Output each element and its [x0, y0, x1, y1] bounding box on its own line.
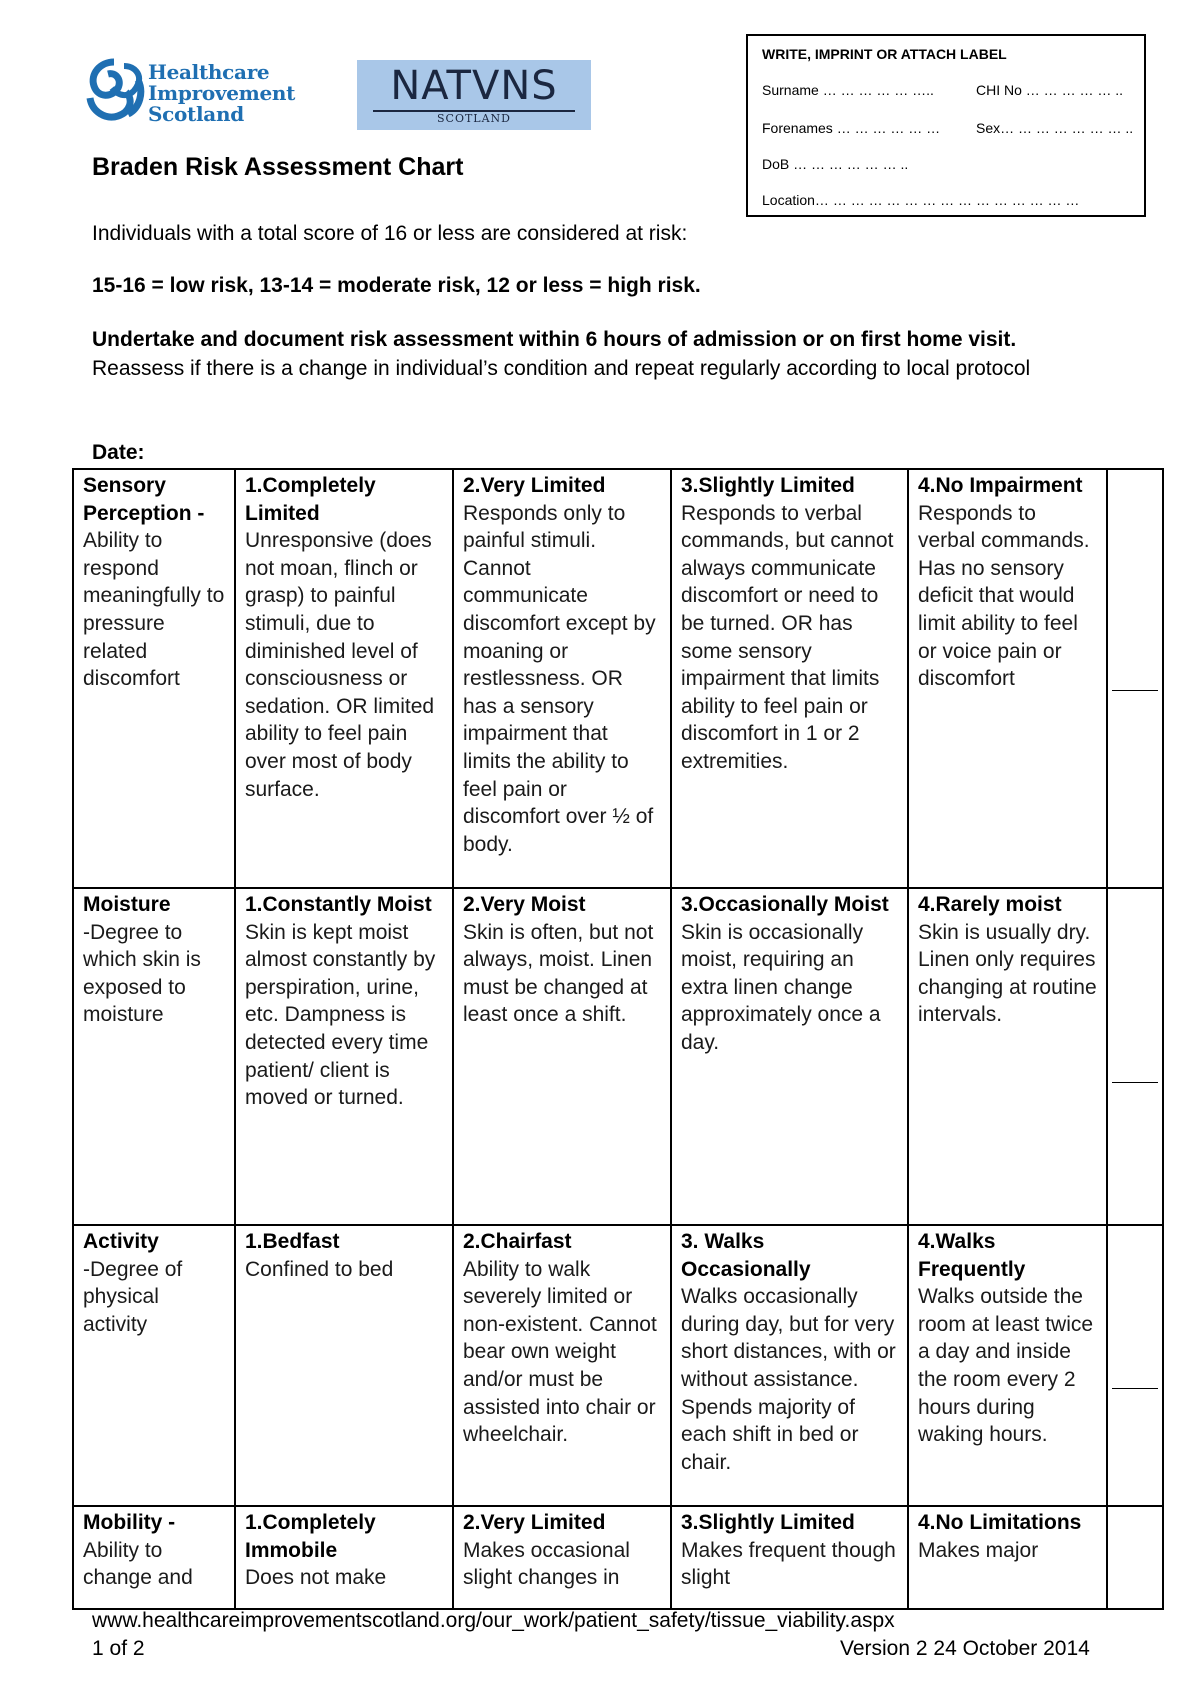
option-cell[interactable] [235, 888, 453, 1225]
score-blank-line [1112, 1388, 1158, 1389]
option-title: 1.Completely Limited [245, 474, 376, 525]
score-input-cell[interactable] [1107, 1225, 1163, 1506]
natvns-logo [357, 60, 591, 130]
option-text: Skin is usually dry. Linen only requires changing at routine intervals. [918, 920, 1097, 1027]
date-label: Date: [92, 441, 145, 464]
table-row [73, 469, 1163, 888]
surname-field[interactable]: Surname … … … … … ….. [762, 82, 934, 98]
natvns-logo-title: NATVNS [390, 63, 558, 109]
option-cell[interactable] [908, 1506, 1107, 1609]
option-title: 3. Walks Occasionally [681, 1230, 811, 1281]
option-title: 2.Very Limited [463, 474, 606, 497]
table-row [73, 1506, 1163, 1609]
braden-scale-table [72, 468, 1164, 1610]
score-input-cell[interactable] [1107, 469, 1163, 888]
healthcare-improvement-scotland-logo [82, 58, 302, 128]
score-input-cell[interactable] [1107, 888, 1163, 1225]
assessment-instruction-bold: Undertake and document risk assessment within 6 hours of admission or on first home visit. [92, 328, 1017, 351]
option-title: 3.Slightly Limited [681, 1511, 855, 1534]
option-text: Responds to verbal commands, but cannot always communicate discomfort or need to be turned. OR has some sensory impairment that limits ability to feel pain or discomfort in 1 or 2 extremities. [681, 501, 894, 773]
category-cell [73, 469, 235, 888]
chi-number-field[interactable]: CHI No … … … … … .. [976, 82, 1124, 98]
category-name: Sensory Perception - [83, 474, 205, 525]
forenames-field[interactable]: Forenames … … … … … … [762, 120, 941, 136]
option-cell[interactable] [235, 469, 453, 888]
option-text: Responds only to painful stimuli. Cannot communicate discomfort except by moaning or restlessness. OR has a sensory impairment that limits the ability to feel pain or discomfort over ½ of body. [463, 501, 656, 856]
label-box-title: WRITE, IMPRINT OR ATTACH LABEL [762, 46, 1007, 62]
option-title: 1.Completely Immobile [245, 1511, 376, 1562]
option-title: 4.Rarely moist [918, 893, 1062, 916]
option-text: Responds to verbal commands. Has no sensory deficit that would limit ability to feel or voice pain or discomfort [918, 501, 1090, 691]
sex-field[interactable]: Sex… … … … … … … .. [976, 120, 1134, 136]
table-row [73, 1225, 1163, 1506]
option-text: Unresponsive (does not moan, flinch or grasp) to painful stimuli, due to diminished level of consciousness or sedation. OR limited ability to feel pain over most of body surface. [245, 529, 435, 801]
option-text: Makes frequent though slight [681, 1538, 896, 1590]
option-title: 4.No Impairment [918, 474, 1083, 497]
option-title: 2.Chairfast [463, 1230, 572, 1253]
option-title: 1.Bedfast [245, 1230, 340, 1253]
category-name: Activity [83, 1230, 159, 1253]
option-cell[interactable] [453, 469, 671, 888]
option-cell[interactable] [235, 1506, 453, 1609]
option-title: 2.Very Limited [463, 1511, 606, 1534]
table-row [73, 888, 1163, 1225]
his-knot-icon [82, 58, 146, 124]
category-name: Mobility - [83, 1511, 176, 1534]
option-cell[interactable] [908, 888, 1107, 1225]
option-text: Walks outside the room at least twice a day and inside the room every 2 hours during waking hours. [918, 1285, 1094, 1447]
option-text: Skin is kept moist almost constantly by perspiration, urine, etc. Dampness is detected every time patient/ client is moved or turned. [245, 920, 436, 1110]
category-name: Moisture [83, 893, 171, 916]
intro-text: Individuals with a total score of 16 or less are considered at risk: [92, 222, 688, 245]
reassess-instruction: Reassess if there is a change in individual’s condition and repeat regularly according to local protocol [92, 357, 1031, 380]
category-cell [73, 1225, 235, 1506]
option-text: Makes major [918, 1538, 1039, 1562]
option-title: 4.No Limitations [918, 1511, 1082, 1534]
option-text: Skin is often, but not always, moist. Linen must be changed at least once a shift. [463, 920, 654, 1027]
category-description: -Degree of physical activity [83, 1257, 183, 1336]
option-cell[interactable] [453, 1225, 671, 1506]
option-text: Makes occasional slight changes in [463, 1538, 630, 1590]
score-blank-line [1112, 1082, 1158, 1083]
category-cell [73, 1506, 235, 1609]
score-blank-line [1112, 690, 1158, 691]
option-cell[interactable] [671, 1225, 908, 1506]
option-cell[interactable] [671, 1506, 908, 1609]
category-description: -Degree to which skin is exposed to moisture [83, 920, 201, 1027]
his-logo-text: Healthcare Improvement Scotland [148, 60, 296, 126]
dob-field[interactable]: DoB … … … … … … .. [762, 156, 909, 172]
option-title: 2.Very Moist [463, 893, 586, 916]
option-cell[interactable] [235, 1225, 453, 1506]
option-text: Does not make [245, 1566, 387, 1590]
option-cell[interactable] [671, 888, 908, 1225]
option-text: Ability to walk severely limited or non-existent. Cannot bear own weight and/or must be assisted into chair or wheelchair. [463, 1257, 657, 1447]
option-title: 3.Slightly Limited [681, 474, 855, 497]
option-cell[interactable] [671, 469, 908, 888]
natvns-logo-subtitle: SCOTLAND [437, 112, 511, 125]
option-text: Walks occasionally during day, but for very short distances, with or without assistance. Spends majority of each shift in bed or chair. [681, 1285, 896, 1474]
category-description: Ability to respond meaningfully to pressure related discomfort [83, 529, 225, 691]
page-number: 1 of 2 [92, 1637, 145, 1660]
option-cell[interactable] [453, 888, 671, 1225]
page-title: Braden Risk Assessment Chart [92, 153, 464, 181]
category-description: Ability to change and [83, 1538, 193, 1590]
option-cell[interactable] [908, 1225, 1107, 1506]
option-title: 4.Walks Frequently [918, 1230, 1026, 1281]
version-text: Version 2 24 October 2014 [840, 1637, 1090, 1660]
risk-levels-text: 15-16 = low risk, 13-14 = moderate risk, 12 or less = high risk. [92, 274, 701, 297]
score-input-cell[interactable] [1107, 1506, 1163, 1609]
patient-label-box[interactable] [746, 34, 1146, 217]
location-field[interactable]: Location… … … … … … … … … … … … … … … [762, 192, 1080, 208]
category-cell [73, 888, 235, 1225]
option-cell[interactable] [453, 1506, 671, 1609]
option-text: Confined to bed [245, 1257, 394, 1281]
option-title: 3.Occasionally Moist [681, 893, 889, 916]
footer-url-link[interactable]: www.healthcareimprovementscotland.org/our_work/patient_safety/tissue_viability.aspx [92, 1609, 895, 1632]
option-cell[interactable] [908, 469, 1107, 888]
option-text: Skin is occasionally moist, requiring an extra linen change approximately once a day. [681, 920, 881, 1054]
option-title: 1.Constantly Moist [245, 893, 432, 916]
